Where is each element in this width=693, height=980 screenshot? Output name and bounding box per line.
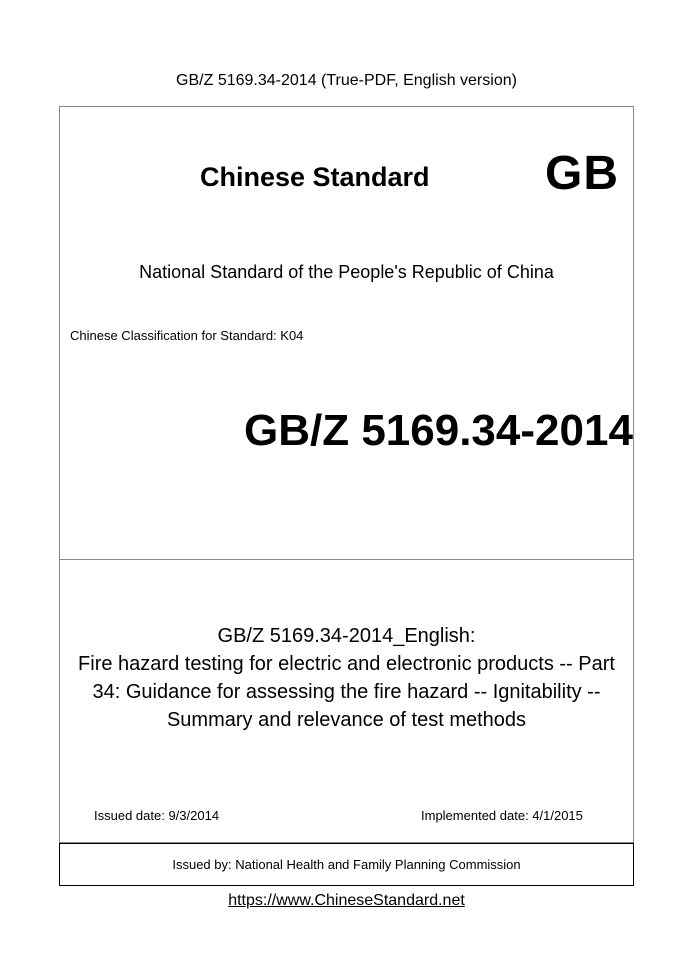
classification-label: Chinese Classification for Standard: K04 [70, 328, 304, 343]
description-line: GB/Z 5169.34-2014_English: [217, 625, 476, 647]
issued-date: Issued date: 9/3/2014 [94, 808, 220, 823]
document-header-line: GB/Z 5169.34-2014 (True-PDF, English version) [176, 72, 517, 89]
standard-number: GB/Z 5169.34-2014 [244, 406, 633, 455]
standard-description [62, 622, 631, 734]
description-line: 34: Guidance for assessing the fire hazard -- Ignitability -- [92, 681, 601, 703]
gb-mark: GB [545, 147, 619, 200]
implemented-date: Implemented date: 4/1/2015 [421, 808, 583, 823]
website-link[interactable]: https://www.ChineseStandard.net [228, 892, 465, 909]
description-line: Fire hazard testing for electric and electronic products -- Part [78, 653, 615, 675]
description-line: Summary and relevance of test methods [166, 709, 527, 731]
issued-by-box: Issued by: National Health and Family Planning Commission [59, 843, 634, 886]
cover-title: Chinese Standard [200, 162, 430, 192]
national-standard-subtitle: National Standard of the People's Republic of China [139, 262, 554, 282]
